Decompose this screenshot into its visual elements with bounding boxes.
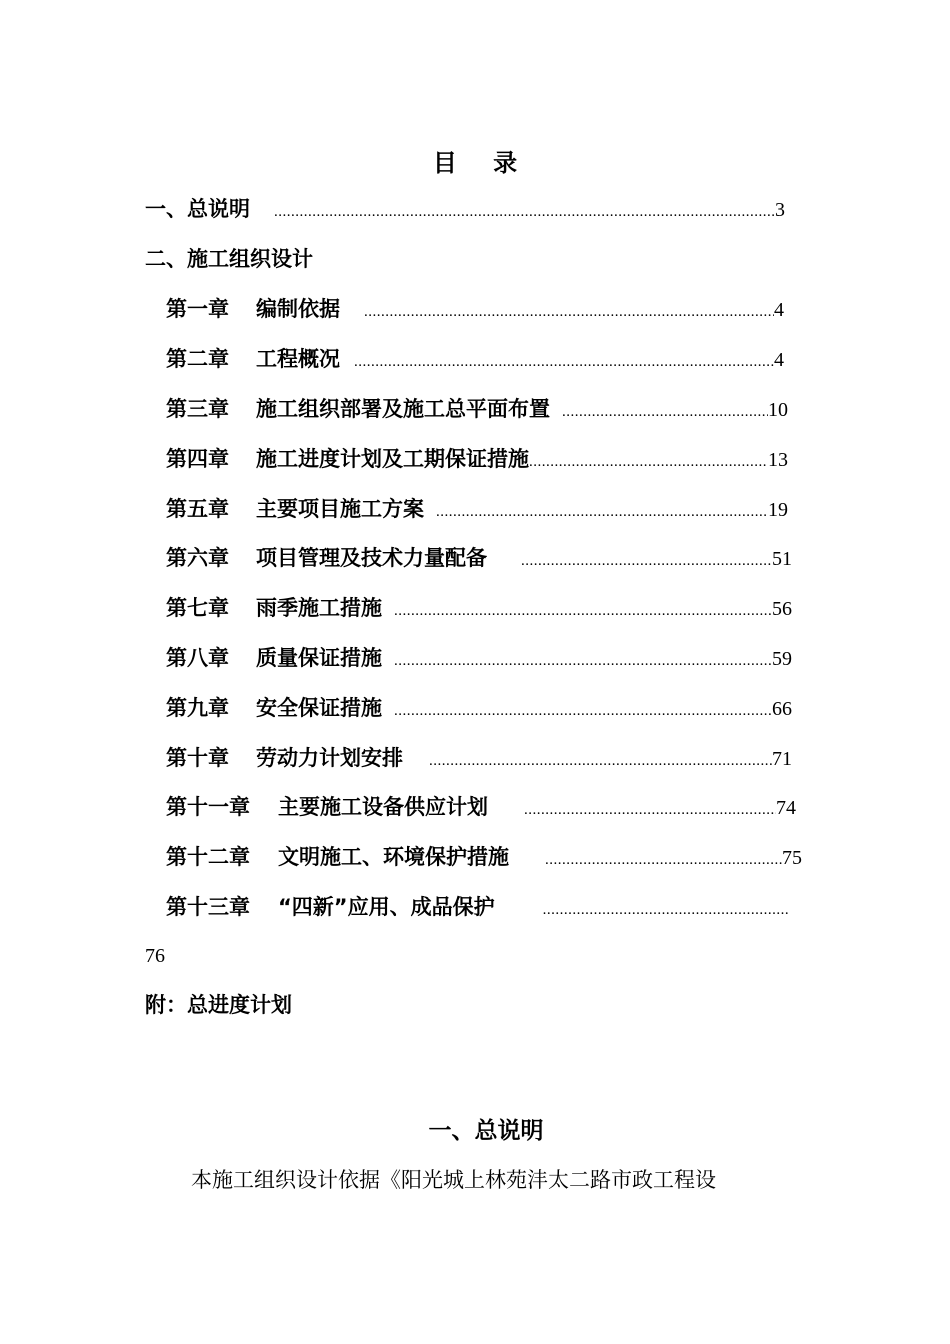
chapter-number: 第九章 bbox=[166, 696, 229, 720]
chapter-title: 工程概况 bbox=[256, 347, 340, 371]
toc-entry-general[interactable] bbox=[145, 194, 785, 224]
toc-entry-construction-design[interactable] bbox=[145, 244, 785, 274]
dot-leader bbox=[364, 297, 774, 327]
chapter-number: 第六章 bbox=[166, 546, 229, 570]
chapter-page: 75 bbox=[782, 847, 802, 869]
section-heading: 一、总说明 bbox=[428, 1118, 544, 1144]
toc-appendix[interactable]: 附：总进度计划 bbox=[145, 993, 292, 1017]
chapter-number: 第二章 bbox=[166, 347, 229, 371]
chapter-title: 主要施工设备供应计划 bbox=[278, 795, 488, 819]
chapter-page: 10 bbox=[768, 399, 788, 421]
chapter-page: 51 bbox=[772, 548, 792, 570]
chapter-title: “四新”应用、成品保护 bbox=[278, 895, 495, 919]
page-title: 目 录 bbox=[432, 149, 532, 177]
toc-chapter-9[interactable] bbox=[166, 693, 792, 723]
chapter-title: 项目管理及技术力量配备 bbox=[256, 546, 487, 570]
chapter-title: 施工组织部署及施工总平面布置 bbox=[256, 397, 550, 421]
chapter-number: 第十章 bbox=[166, 746, 229, 770]
dot-leader bbox=[394, 696, 772, 726]
chapter-title: 主要项目施工方案 bbox=[256, 497, 424, 521]
toc-chapter-12[interactable] bbox=[166, 842, 802, 872]
chapter-page: 4 bbox=[774, 299, 784, 321]
dot-leader bbox=[543, 895, 790, 925]
dot-leader bbox=[394, 646, 772, 676]
dot-leader bbox=[529, 447, 768, 477]
dot-leader bbox=[521, 546, 772, 576]
toc-chapter-3[interactable] bbox=[166, 394, 788, 424]
wrapped-page-number: 76 bbox=[145, 945, 165, 967]
chapter-number: 第七章 bbox=[166, 596, 229, 620]
chapter-page: 56 bbox=[772, 598, 792, 620]
chapter-number: 第八章 bbox=[166, 646, 229, 670]
chapter-title: 施工进度计划及工期保证措施 bbox=[256, 447, 529, 471]
chapter-number: 第四章 bbox=[166, 447, 229, 471]
chapter-number: 第三章 bbox=[166, 397, 229, 421]
dot-leader bbox=[354, 347, 774, 377]
dot-leader bbox=[394, 596, 772, 626]
toc-chapter-1[interactable] bbox=[166, 294, 784, 324]
dot-leader bbox=[274, 197, 775, 227]
toc-chapter-10[interactable] bbox=[166, 743, 792, 773]
chapter-page: 74 bbox=[776, 797, 796, 819]
dot-leader bbox=[436, 497, 768, 527]
body-paragraph: 本施工组织设计依据《阳光城上林苑沣太二路市政工程设 bbox=[191, 1168, 716, 1192]
toc-chapter-4[interactable] bbox=[166, 444, 788, 474]
dot-leader bbox=[562, 397, 768, 427]
chapter-title: 劳动力计划安排 bbox=[256, 746, 403, 770]
toc-chapter-7[interactable] bbox=[166, 593, 792, 623]
chapter-page: 19 bbox=[768, 499, 788, 521]
toc-entry-label: 二、施工组织设计 bbox=[145, 247, 313, 271]
chapter-title: 雨季施工措施 bbox=[256, 596, 382, 620]
dot-leader bbox=[429, 746, 772, 776]
chapter-page: 59 bbox=[772, 648, 792, 670]
chapter-number: 第十三章 bbox=[166, 895, 250, 919]
chapter-number: 第十一章 bbox=[166, 795, 250, 819]
toc-chapter-13[interactable] bbox=[166, 892, 790, 922]
chapter-title: 安全保证措施 bbox=[256, 696, 382, 720]
chapter-number: 第十二章 bbox=[166, 845, 250, 869]
chapter-page: 66 bbox=[772, 698, 792, 720]
toc-chapter-8[interactable] bbox=[166, 643, 792, 673]
chapter-page: 4 bbox=[774, 349, 784, 371]
toc-chapter-11[interactable] bbox=[166, 792, 796, 822]
chapter-number: 第一章 bbox=[166, 297, 229, 321]
dot-leader bbox=[545, 845, 782, 875]
chapter-page: 13 bbox=[768, 449, 788, 471]
toc-chapter-6[interactable] bbox=[166, 543, 792, 573]
chapter-title: 质量保证措施 bbox=[256, 646, 382, 670]
chapter-title: 文明施工、环境保护措施 bbox=[278, 845, 509, 869]
toc-chapter-5[interactable] bbox=[166, 494, 788, 524]
chapter-number: 第五章 bbox=[166, 497, 229, 521]
toc-chapter-2[interactable] bbox=[166, 344, 784, 374]
dot-leader bbox=[524, 795, 776, 825]
chapter-page: 71 bbox=[772, 748, 792, 770]
toc-entry-page: 3 bbox=[775, 199, 785, 221]
toc-entry-label: 一、总说明 bbox=[145, 197, 250, 221]
chapter-title: 编制依据 bbox=[256, 297, 340, 321]
